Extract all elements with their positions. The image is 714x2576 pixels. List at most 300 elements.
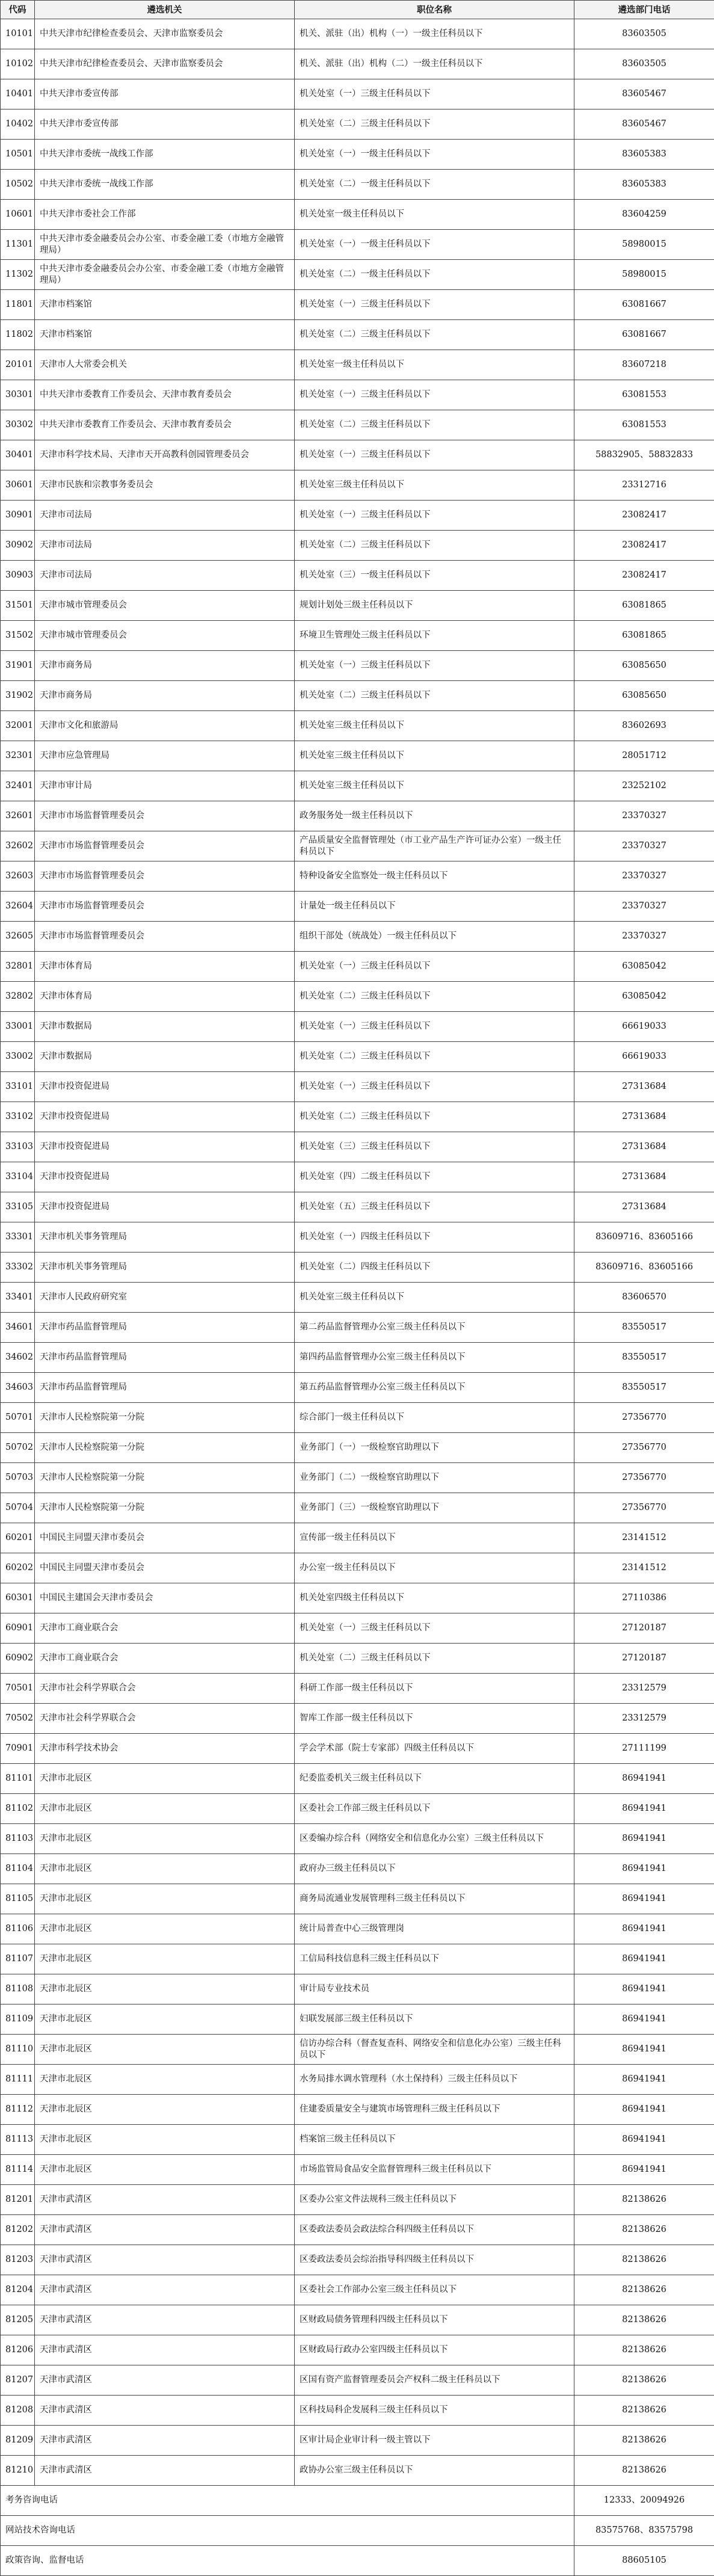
cell-position: 机关处室（一）一级主任科员以下 (295, 140, 574, 170)
cell-code: 60202 (1, 1553, 35, 1583)
cell-code: 10502 (1, 170, 35, 200)
cell-code: 33001 (1, 1012, 35, 1042)
footer-row (1, 2516, 714, 2546)
cell-code: 81203 (1, 2245, 35, 2275)
table-row (1, 831, 714, 861)
cell-position: 统计局普查中心三级管理岗 (295, 1914, 574, 1944)
cell-code: 81207 (1, 2365, 35, 2396)
cell-position: 水务局排水调水管理科（水土保持科）三级主任科员以下 (295, 2065, 574, 2095)
cell-code: 81109 (1, 2004, 35, 2035)
cell-position: 智库工作部一级主任科员以下 (295, 1704, 574, 1734)
cell-unit: 天津市药品监督管理局 (35, 1373, 295, 1403)
cell-position: 审计局专业技术员 (295, 1974, 574, 2004)
table-row (1, 1854, 714, 1884)
cell-unit: 天津市武清区 (35, 2215, 295, 2245)
cell-unit: 天津市北辰区 (35, 2095, 295, 2125)
cell-code: 81111 (1, 2065, 35, 2095)
cell-unit: 天津市社会科学界联合会 (35, 1704, 295, 1734)
cell-code: 81103 (1, 1824, 35, 1854)
cell-unit: 天津市城市管理委员会 (35, 621, 295, 651)
cell-code: 33103 (1, 1132, 35, 1162)
cell-unit: 天津市北辰区 (35, 2125, 295, 2155)
cell-position: 商务局流通业发展管理科三级主任科员以下 (295, 1884, 574, 1914)
cell-phone: 83550517 (574, 1343, 714, 1373)
table-row (1, 200, 714, 230)
cell-code: 33401 (1, 1283, 35, 1313)
cell-phone: 82138626 (574, 2426, 714, 2456)
cell-phone: 86941941 (574, 2125, 714, 2155)
cell-phone: 27356770 (574, 1493, 714, 1523)
cell-position: 机关处室（一）三级主任科员以下 (295, 380, 574, 410)
table-row (1, 2245, 714, 2275)
cell-code: 11802 (1, 320, 35, 350)
cell-phone: 27356770 (574, 1433, 714, 1463)
cell-phone: 82138626 (574, 2275, 714, 2305)
cell-position: 区委编办综合科（网络安全和信息化办公室）三级主任科员以下 (295, 1824, 574, 1854)
cell-position: 区委社会工作部三级主任科员以下 (295, 1794, 574, 1824)
cell-unit: 天津市北辰区 (35, 1794, 295, 1824)
cell-code: 11302 (1, 260, 35, 290)
cell-phone: 23370327 (574, 831, 714, 861)
table-row (1, 1944, 714, 1974)
table-row (1, 741, 714, 771)
table-row (1, 320, 714, 350)
cell-phone: 66619033 (574, 1042, 714, 1072)
header-code: 代码 (1, 1, 35, 19)
cell-unit: 天津市人民检察院第一分院 (35, 1493, 295, 1523)
cell-code: 60301 (1, 1583, 35, 1613)
cell-unit: 天津市数据局 (35, 1042, 295, 1072)
cell-unit: 天津市北辰区 (35, 1764, 295, 1794)
table-row (1, 2065, 714, 2095)
table-row (1, 1373, 714, 1403)
table-row (1, 2365, 714, 2396)
cell-unit: 天津市科学技术局、天津市天开高教科创园管理委员会 (35, 440, 295, 470)
cell-phone: 83606570 (574, 1283, 714, 1313)
table-row (1, 170, 714, 200)
table-row (1, 1884, 714, 1914)
cell-position: 机关处室（一）三级主任科员以下 (295, 290, 574, 320)
cell-code: 33104 (1, 1162, 35, 1192)
cell-code: 32605 (1, 922, 35, 952)
table-row (1, 440, 714, 470)
cell-position: 机关处室（二）三级主任科员以下 (295, 681, 574, 711)
cell-code: 33101 (1, 1072, 35, 1102)
table-row (1, 651, 714, 681)
cell-phone: 23312579 (574, 1704, 714, 1734)
cell-unit: 中共天津市委金融委员会办公室、市委金融工委（市地方金融管理局） (35, 230, 295, 260)
cell-unit: 天津市档案馆 (35, 290, 295, 320)
cell-position: 妇联发展部三级主任科员以下 (295, 2004, 574, 2035)
cell-code: 30302 (1, 410, 35, 440)
cell-unit: 中共天津市委宣传部 (35, 79, 295, 109)
cell-position: 机关处室（一）三级主任科员以下 (295, 1012, 574, 1042)
cell-phone: 63085042 (574, 952, 714, 982)
table-row (1, 1674, 714, 1704)
cell-position: 区委办公室文件法规科三级主任科员以下 (295, 2185, 574, 2215)
cell-position: 业务部门（三）一级检察官助理以下 (295, 1493, 574, 1523)
table-row (1, 1523, 714, 1553)
footer-label: 政策咨询、监督电话 (1, 2546, 574, 2576)
cell-position: 纪委监委机关三级主任科员以下 (295, 1764, 574, 1794)
table-row (1, 2305, 714, 2335)
table-row (1, 2155, 714, 2185)
table-row (1, 1192, 714, 1222)
cell-unit: 天津市投资促进局 (35, 1192, 295, 1222)
table-row (1, 260, 714, 290)
cell-position: 第四药品监督管理办公室三级主任科员以下 (295, 1343, 574, 1373)
cell-phone: 27120187 (574, 1644, 714, 1674)
footer-phone: 88605105 (574, 2546, 714, 2576)
cell-position: 宣传部一级主任科员以下 (295, 1523, 574, 1553)
cell-code: 10402 (1, 109, 35, 140)
cell-code: 10401 (1, 79, 35, 109)
cell-position: 区审计局企业审计科一级主管以下 (295, 2426, 574, 2456)
footer-row (1, 2546, 714, 2576)
cell-phone: 82138626 (574, 2396, 714, 2426)
cell-code: 32001 (1, 711, 35, 741)
cell-code: 32802 (1, 982, 35, 1012)
cell-unit: 天津市武清区 (35, 2426, 295, 2456)
cell-phone: 23312716 (574, 470, 714, 501)
table-row (1, 2004, 714, 2035)
cell-phone: 58832905、58832833 (574, 440, 714, 470)
cell-unit: 天津市文化和旅游局 (35, 711, 295, 741)
cell-code: 70502 (1, 1704, 35, 1734)
cell-code: 30903 (1, 561, 35, 591)
header-position: 职位名称 (295, 1, 574, 19)
table-row (1, 1072, 714, 1102)
table-row (1, 1644, 714, 1674)
cell-position: 办公室一级主任科员以下 (295, 1553, 574, 1583)
cell-code: 31501 (1, 591, 35, 621)
table-row (1, 470, 714, 501)
cell-position: 机关处室三级主任科员以下 (295, 711, 574, 741)
cell-code: 81101 (1, 1764, 35, 1794)
cell-position: 综合部门一级主任科员以下 (295, 1403, 574, 1433)
table-row (1, 2095, 714, 2125)
cell-unit: 中共天津市委统一战线工作部 (35, 140, 295, 170)
cell-code: 33102 (1, 1102, 35, 1132)
cell-phone: 82138626 (574, 2335, 714, 2365)
table-row (1, 952, 714, 982)
table-row (1, 2275, 714, 2305)
cell-unit: 天津市武清区 (35, 2305, 295, 2335)
table-row (1, 1313, 714, 1343)
table-row (1, 1794, 714, 1824)
table-row (1, 621, 714, 651)
cell-unit: 天津市武清区 (35, 2365, 295, 2396)
cell-position: 第五药品监督管理办公室三级主任科员以下 (295, 1373, 574, 1403)
cell-unit: 天津市北辰区 (35, 2004, 295, 2035)
cell-code: 34601 (1, 1313, 35, 1343)
table-row (1, 350, 714, 380)
cell-code: 31902 (1, 681, 35, 711)
cell-phone: 63081865 (574, 621, 714, 651)
cell-phone: 58980015 (574, 260, 714, 290)
table-row (1, 2125, 714, 2155)
cell-phone: 83602693 (574, 711, 714, 741)
cell-position: 机关处室（四）二级主任科员以下 (295, 1162, 574, 1192)
cell-phone: 86941941 (574, 1794, 714, 1824)
table-row (1, 861, 714, 892)
cell-position: 机关处室（二）三级主任科员以下 (295, 531, 574, 561)
cell-unit: 天津市档案馆 (35, 320, 295, 350)
cell-position: 机关处室（一）三级主任科员以下 (295, 952, 574, 982)
cell-code: 30601 (1, 470, 35, 501)
cell-unit: 天津市司法局 (35, 501, 295, 531)
cell-unit: 天津市市场监督管理委员会 (35, 831, 295, 861)
cell-unit: 天津市投资促进局 (35, 1102, 295, 1132)
cell-code: 81201 (1, 2185, 35, 2215)
cell-code: 81114 (1, 2155, 35, 2185)
cell-phone: 83607218 (574, 350, 714, 380)
cell-code: 31901 (1, 651, 35, 681)
table-row (1, 290, 714, 320)
cell-unit: 天津市人民检察院第一分院 (35, 1463, 295, 1493)
cell-phone: 66619033 (574, 1012, 714, 1042)
table-row (1, 1433, 714, 1463)
table-row (1, 892, 714, 922)
cell-phone: 82138626 (574, 2365, 714, 2396)
cell-position: 机关处室（一）四级主任科员以下 (295, 1222, 574, 1253)
table-row (1, 711, 714, 741)
cell-code: 31502 (1, 621, 35, 651)
cell-phone: 82138626 (574, 2305, 714, 2335)
cell-code: 30401 (1, 440, 35, 470)
cell-position: 机关、派驻（出）机构（一）一级主任科员以下 (295, 19, 574, 49)
cell-position: 区财政局行政办公室四级主任科员以下 (295, 2335, 574, 2365)
cell-code: 81206 (1, 2335, 35, 2365)
table-footer (1, 2486, 714, 2576)
cell-code: 32602 (1, 831, 35, 861)
cell-unit: 天津市武清区 (35, 2335, 295, 2365)
cell-code: 34602 (1, 1343, 35, 1373)
header-unit: 遴选机关 (35, 1, 295, 19)
cell-code: 81210 (1, 2456, 35, 2486)
cell-unit: 天津市科学技术协会 (35, 1734, 295, 1764)
cell-phone: 86941941 (574, 2065, 714, 2095)
cell-phone: 23141512 (574, 1553, 714, 1583)
cell-position: 机关处室（一）三级主任科员以下 (295, 1072, 574, 1102)
table-row (1, 1403, 714, 1433)
cell-position: 区委社会工作部办公室三级主任科员以下 (295, 2275, 574, 2305)
cell-position: 机关处室（二）三级主任科员以下 (295, 109, 574, 140)
cell-position: 机关处室（二）三级主任科员以下 (295, 1042, 574, 1072)
cell-unit: 天津市投资促进局 (35, 1072, 295, 1102)
cell-unit: 天津市人民政府研究室 (35, 1283, 295, 1313)
cell-position: 第二药品监督管理办公室三级主任科员以下 (295, 1313, 574, 1343)
cell-code: 32301 (1, 741, 35, 771)
cell-phone: 83550517 (574, 1373, 714, 1403)
cell-position: 信访办综合科（督查复查科、网络安全和信息化办公室）三级主任科员以下 (295, 2035, 574, 2065)
cell-code: 30902 (1, 531, 35, 561)
cell-code: 81102 (1, 1794, 35, 1824)
cell-phone: 23370327 (574, 892, 714, 922)
cell-code: 11801 (1, 290, 35, 320)
cell-code: 34603 (1, 1373, 35, 1403)
footer-phone: 83575768、83575798 (574, 2516, 714, 2546)
table-row (1, 2335, 714, 2365)
cell-position: 机关处室（二）三级主任科员以下 (295, 320, 574, 350)
cell-unit: 中国民主同盟天津市委员会 (35, 1523, 295, 1553)
cell-code: 30301 (1, 380, 35, 410)
cell-position: 区科技局科企发展科三级主任科员以下 (295, 2396, 574, 2426)
cell-position: 住建委质量安全与建筑市场管理科三级主任科员以下 (295, 2095, 574, 2125)
cell-unit: 天津市北辰区 (35, 2155, 295, 2185)
cell-code: 81205 (1, 2305, 35, 2335)
cell-unit: 天津市投资促进局 (35, 1162, 295, 1192)
cell-position: 业务部门（一）一级检察官助理以下 (295, 1433, 574, 1463)
table-body (1, 19, 714, 2486)
cell-code: 81209 (1, 2426, 35, 2456)
cell-phone: 86941941 (574, 1884, 714, 1914)
cell-position: 机关处室三级主任科员以下 (295, 1283, 574, 1313)
cell-phone: 83605467 (574, 79, 714, 109)
cell-unit: 天津市武清区 (35, 2396, 295, 2426)
table-row (1, 1162, 714, 1192)
cell-position: 机关处室（一）三级主任科员以下 (295, 501, 574, 531)
cell-unit: 天津市数据局 (35, 1012, 295, 1042)
cell-phone: 23370327 (574, 861, 714, 892)
footer-row (1, 2486, 714, 2516)
cell-code: 10102 (1, 49, 35, 79)
cell-phone: 83603505 (574, 19, 714, 49)
cell-position: 机关处室（一）三级主任科员以下 (295, 79, 574, 109)
cell-position: 学会学术部（院士专家部）四级主任科员以下 (295, 1734, 574, 1764)
cell-phone: 27110386 (574, 1583, 714, 1613)
table-row (1, 1042, 714, 1072)
table-row (1, 1343, 714, 1373)
cell-position: 机关处室（一）三级主任科员以下 (295, 651, 574, 681)
cell-phone: 63081553 (574, 410, 714, 440)
cell-position: 机关处室一级主任科员以下 (295, 200, 574, 230)
cell-code: 70901 (1, 1734, 35, 1764)
cell-unit: 天津市人民检察院第一分院 (35, 1433, 295, 1463)
cell-code: 60201 (1, 1523, 35, 1553)
cell-code: 20101 (1, 350, 35, 380)
cell-phone: 83609716、83605166 (574, 1222, 714, 1253)
cell-code: 10101 (1, 19, 35, 49)
cell-phone: 86941941 (574, 2004, 714, 2035)
table-row (1, 1764, 714, 1794)
cell-phone: 58980015 (574, 230, 714, 260)
cell-phone: 28051712 (574, 741, 714, 771)
cell-unit: 天津市北辰区 (35, 1944, 295, 1974)
table-row (1, 79, 714, 109)
cell-position: 工信局科技信息科三级主任科员以下 (295, 1944, 574, 1974)
cell-unit: 中共天津市委教育工作委员会、天津市教育委员会 (35, 380, 295, 410)
cell-position: 机关处室（五）三级主任科员以下 (295, 1192, 574, 1222)
cell-code: 81107 (1, 1944, 35, 1974)
cell-phone: 23312579 (574, 1674, 714, 1704)
cell-unit: 天津市审计局 (35, 771, 295, 801)
cell-code: 70501 (1, 1674, 35, 1704)
cell-phone: 82138626 (574, 2456, 714, 2486)
cell-unit: 天津市司法局 (35, 531, 295, 561)
cell-unit: 天津市市场监督管理委员会 (35, 861, 295, 892)
cell-phone: 86941941 (574, 1764, 714, 1794)
table-row (1, 591, 714, 621)
cell-position: 政务服务处一级主任科员以下 (295, 801, 574, 831)
table-row (1, 1704, 714, 1734)
table-row (1, 1283, 714, 1313)
cell-unit: 中共天津市委教育工作委员会、天津市教育委员会 (35, 410, 295, 440)
cell-position: 档案馆三级主任科员以下 (295, 2125, 574, 2155)
cell-unit: 天津市机关事务管理局 (35, 1222, 295, 1253)
cell-unit: 天津市北辰区 (35, 1854, 295, 1884)
cell-code: 81104 (1, 1854, 35, 1884)
cell-phone: 63081553 (574, 380, 714, 410)
cell-unit: 天津市体育局 (35, 952, 295, 982)
cell-code: 81113 (1, 2125, 35, 2155)
cell-phone: 63081667 (574, 320, 714, 350)
cell-code: 81110 (1, 2035, 35, 2065)
cell-position: 计量处一级主任科员以下 (295, 892, 574, 922)
cell-position: 规划计划处三级主任科员以下 (295, 591, 574, 621)
table-row (1, 230, 714, 260)
table-row (1, 2035, 714, 2065)
cell-phone: 27356770 (574, 1463, 714, 1493)
cell-code: 60902 (1, 1644, 35, 1674)
cell-position: 环境卫生管理处三级主任科员以下 (295, 621, 574, 651)
cell-phone: 63081865 (574, 591, 714, 621)
table-row (1, 1132, 714, 1162)
cell-unit: 中共天津市纪律检查委员会、天津市监察委员会 (35, 49, 295, 79)
cell-unit: 天津市商务局 (35, 651, 295, 681)
footer-label: 考务咨询电话 (1, 2486, 574, 2516)
table-row (1, 1253, 714, 1283)
cell-phone: 23370327 (574, 922, 714, 952)
cell-phone: 27313684 (574, 1072, 714, 1102)
cell-position: 机关处室三级主任科员以下 (295, 771, 574, 801)
table-row (1, 1583, 714, 1613)
cell-position: 机关处室（二）一级主任科员以下 (295, 260, 574, 290)
cell-position: 机关处室一级主任科员以下 (295, 350, 574, 380)
table-row (1, 1824, 714, 1854)
table-row (1, 1914, 714, 1944)
cell-unit: 中共天津市纪律检查委员会、天津市监察委员会 (35, 19, 295, 49)
table-row (1, 140, 714, 170)
table-row (1, 410, 714, 440)
cell-position: 机关处室（一）三级主任科员以下 (295, 1613, 574, 1644)
cell-phone: 82138626 (574, 2185, 714, 2215)
cell-phone: 82138626 (574, 2245, 714, 2275)
cell-phone: 63085650 (574, 681, 714, 711)
cell-phone: 83603505 (574, 49, 714, 79)
cell-unit: 天津市北辰区 (35, 1914, 295, 1944)
table-row (1, 1463, 714, 1493)
cell-code: 33002 (1, 1042, 35, 1072)
cell-unit: 天津市北辰区 (35, 1884, 295, 1914)
cell-code: 81105 (1, 1884, 35, 1914)
cell-unit: 天津市工商业联合会 (35, 1613, 295, 1644)
table-row (1, 1734, 714, 1764)
cell-position: 机关、派驻（出）机构（二）一级主任科员以下 (295, 49, 574, 79)
cell-unit: 天津市北辰区 (35, 1824, 295, 1854)
cell-code: 81108 (1, 1974, 35, 2004)
cell-unit: 天津市社会科学界联合会 (35, 1674, 295, 1704)
cell-phone: 23252102 (574, 771, 714, 801)
cell-unit: 中国民主建国会天津市委员会 (35, 1583, 295, 1613)
cell-unit: 天津市武清区 (35, 2456, 295, 2486)
cell-unit: 天津市投资促进局 (35, 1132, 295, 1162)
cell-position: 科研工作部一级主任科员以下 (295, 1674, 574, 1704)
cell-phone: 63085650 (574, 651, 714, 681)
cell-unit: 天津市药品监督管理局 (35, 1313, 295, 1343)
cell-code: 10601 (1, 200, 35, 230)
cell-unit: 天津市药品监督管理局 (35, 1343, 295, 1373)
